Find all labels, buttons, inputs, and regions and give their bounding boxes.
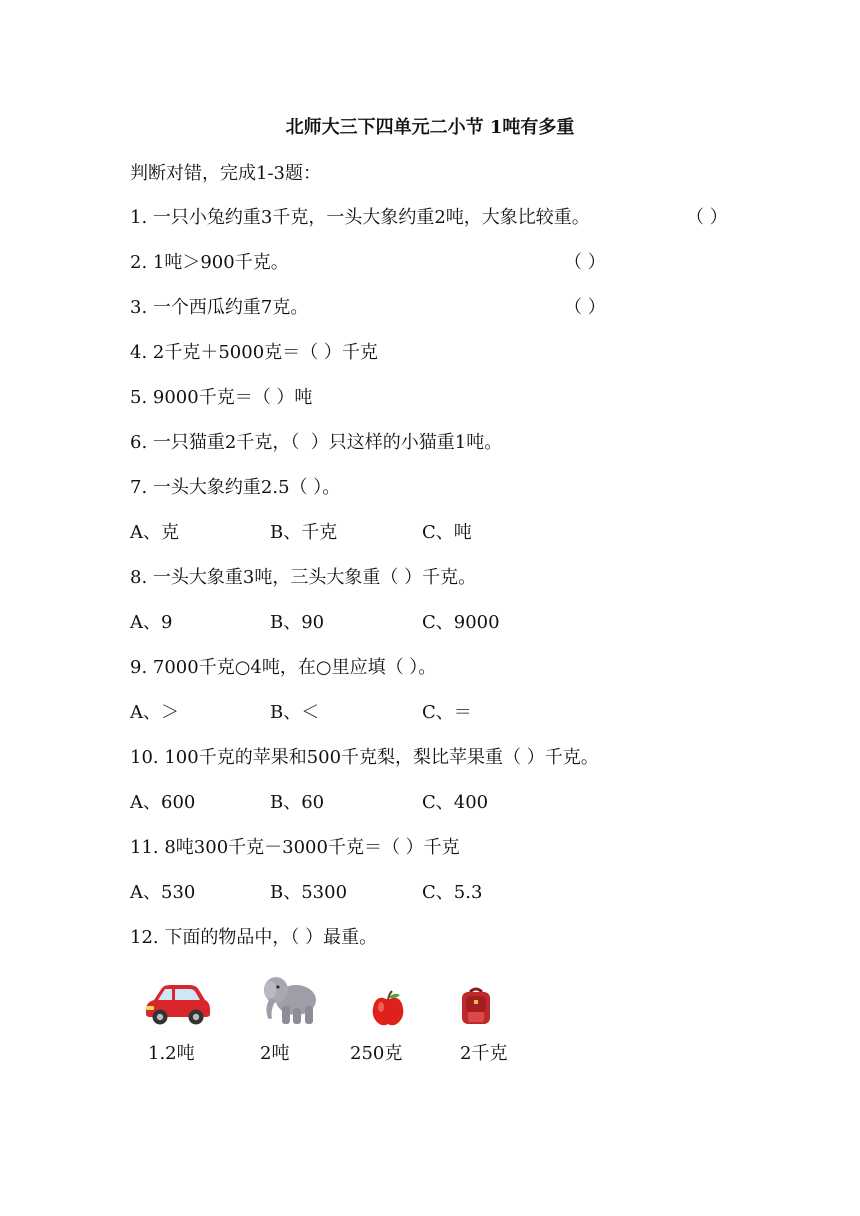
- question-2: 2. 1吨＞900千克。: [130, 252, 289, 273]
- item-label-apple: 250克: [350, 1043, 403, 1064]
- item-label-car: 1.2吨: [148, 1043, 195, 1064]
- question-9: 9. 7000千克○4吨，在○里应填（ ）。: [130, 657, 437, 678]
- answer-paren-3[interactable]: （ ）: [564, 297, 606, 318]
- option-9b[interactable]: B、＜: [270, 702, 320, 723]
- option-8a[interactable]: A、9: [130, 612, 173, 633]
- question-4: 4. 2千克＋5000克＝（ ）千克: [130, 342, 378, 363]
- instructions: 判断对错，完成1-3题：: [130, 163, 321, 184]
- option-8c[interactable]: C、9000: [422, 612, 500, 633]
- question-12: 12. 下面的物品中，（ ）最重。: [130, 927, 378, 948]
- question-3: 3. 一个西瓜约重7克。: [130, 297, 309, 318]
- item-label-backpack: 2千克: [460, 1043, 508, 1064]
- answer-paren-2[interactable]: （ ）: [564, 252, 606, 273]
- option-7c[interactable]: C、吨: [422, 522, 472, 543]
- option-10b[interactable]: B、60: [270, 792, 325, 813]
- question-1: 1. 一只小兔约重3千克，一头大象约重2吨，大象比较重。: [130, 207, 590, 228]
- option-9a[interactable]: A、＞: [130, 702, 179, 723]
- backpack-icon: [456, 986, 496, 1026]
- option-7b[interactable]: B、千克: [270, 522, 338, 543]
- question-10: 10. 100千克的苹果和500千克梨，梨比苹果重（ ）千克。: [130, 747, 599, 768]
- option-11b[interactable]: B、5300: [270, 882, 348, 903]
- question-5: 5. 9000千克＝（ ）吨: [130, 387, 313, 408]
- elephant-icon: [260, 974, 320, 1026]
- option-7a[interactable]: A、克: [130, 522, 179, 543]
- option-10a[interactable]: A、600: [130, 792, 196, 813]
- question-7: 7. 一头大象约重2.5（ ）。: [130, 477, 341, 498]
- option-10c[interactable]: C、400: [422, 792, 489, 813]
- option-11a[interactable]: A、530: [130, 882, 196, 903]
- car-icon: [142, 980, 212, 1026]
- question-6: 6. 一只猫重2千克，（ ）只这样的小猫重1吨。: [130, 432, 503, 453]
- apple-icon: [370, 990, 406, 1028]
- item-label-elephant: 2吨: [260, 1043, 290, 1064]
- answer-paren-1[interactable]: （ ）: [686, 207, 728, 228]
- option-8b[interactable]: B、90: [270, 612, 325, 633]
- question-11: 11. 8吨300千克－3000千克＝（ ）千克: [130, 837, 460, 858]
- page-title: 北师大三下四单元二小节 1吨有多重: [285, 117, 575, 138]
- question-8: 8. 一头大象重3吨，三头大象重（ ）千克。: [130, 567, 477, 588]
- option-9c[interactable]: C、＝: [422, 702, 472, 723]
- option-11c[interactable]: C、5.3: [422, 882, 483, 903]
